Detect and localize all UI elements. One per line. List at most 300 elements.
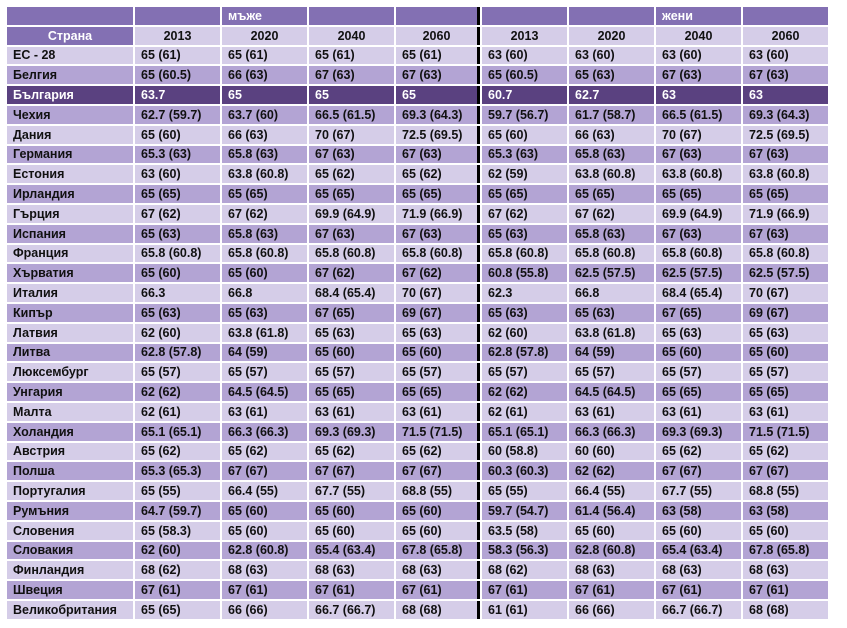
value-cell: 65.8 (60.8) (743, 245, 828, 263)
value-cell: 65 (309, 86, 394, 104)
value-cell: 62 (60) (135, 324, 220, 342)
value-cell: 69.9 (64.9) (656, 205, 741, 223)
value-cell: 71.9 (66.9) (396, 205, 480, 223)
value-cell: 65.1 (65.1) (135, 423, 220, 441)
country-cell: България (7, 86, 133, 104)
table-row (7, 542, 828, 560)
table-row (7, 245, 828, 263)
table-row (7, 284, 828, 302)
value-cell: 65 (65) (656, 185, 741, 203)
table-row (7, 106, 828, 124)
value-cell: 72.5 (69.5) (396, 126, 480, 144)
value-cell: 63 (61) (222, 403, 307, 421)
value-cell: 67 (67) (309, 462, 394, 480)
value-cell: 63 (60) (743, 47, 828, 65)
value-cell: 67 (61) (309, 581, 394, 599)
value-cell: 63 (743, 86, 828, 104)
value-cell: 62.3 (482, 284, 567, 302)
value-cell: 69 (67) (396, 304, 480, 322)
value-cell: 67 (61) (743, 581, 828, 599)
value-cell: 65 (62) (309, 443, 394, 461)
value-cell: 62.5 (57.5) (743, 264, 828, 282)
value-cell: 70 (67) (656, 126, 741, 144)
value-cell: 65 (396, 86, 480, 104)
value-cell: 62 (62) (135, 383, 220, 401)
value-cell: 67 (67) (656, 462, 741, 480)
country-cell: Италия (7, 284, 133, 302)
value-cell: 65.4 (63.4) (656, 542, 741, 560)
value-cell: 65.8 (60.8) (309, 245, 394, 263)
value-cell: 63.8 (60.8) (569, 165, 654, 183)
value-cell: 62 (61) (482, 403, 567, 421)
value-cell: 62.8 (60.8) (569, 542, 654, 560)
table-row (7, 304, 828, 322)
value-cell: 60 (60) (569, 443, 654, 461)
group-header-row (7, 7, 828, 25)
header-corner-cell (7, 7, 133, 25)
value-cell: 67 (63) (396, 225, 480, 243)
value-cell: 66 (63) (222, 126, 307, 144)
value-cell: 65 (65) (482, 185, 567, 203)
table-row (7, 581, 828, 599)
value-cell: 66.5 (61.5) (309, 106, 394, 124)
value-cell: 60 (58.8) (482, 443, 567, 461)
value-cell: 68.4 (65.4) (309, 284, 394, 302)
table-row (7, 264, 828, 282)
value-cell: 65 (60) (135, 126, 220, 144)
value-cell: 67 (62) (396, 264, 480, 282)
value-cell: 69.3 (64.3) (396, 106, 480, 124)
value-cell: 63.7 (135, 86, 220, 104)
year-header: 2013 (135, 27, 220, 45)
value-cell: 65.8 (60.8) (569, 245, 654, 263)
value-cell: 70 (67) (309, 126, 394, 144)
value-cell: 65 (61) (135, 47, 220, 65)
value-cell: 68 (63) (656, 561, 741, 579)
value-cell: 65.3 (65.3) (135, 462, 220, 480)
value-cell: 65.8 (60.8) (396, 245, 480, 263)
country-cell: Естония (7, 165, 133, 183)
value-cell: 63 (60) (482, 47, 567, 65)
year-header: 2060 (743, 27, 828, 45)
value-cell: 65 (65) (743, 185, 828, 203)
value-cell: 63 (61) (743, 403, 828, 421)
value-cell: 65 (60) (569, 522, 654, 540)
header-blank-cell (569, 7, 654, 25)
table-row (7, 482, 828, 500)
value-cell: 65 (60) (656, 344, 741, 362)
value-cell: 65 (65) (656, 383, 741, 401)
value-cell: 65 (65) (396, 185, 480, 203)
value-cell: 65 (63) (396, 324, 480, 342)
value-cell: 67 (65) (309, 304, 394, 322)
country-cell: Финландия (7, 561, 133, 579)
value-cell: 65 (65) (396, 383, 480, 401)
value-cell: 68 (63) (222, 561, 307, 579)
value-cell: 68.8 (55) (396, 482, 480, 500)
table-row (7, 601, 828, 619)
value-cell: 62 (62) (482, 383, 567, 401)
country-cell: Словения (7, 522, 133, 540)
country-cell: Франция (7, 245, 133, 263)
table-row (7, 363, 828, 381)
table-row (7, 205, 828, 223)
value-cell: 67 (63) (656, 146, 741, 164)
value-cell: 65 (63) (569, 66, 654, 84)
value-cell: 66.7 (66.7) (656, 601, 741, 619)
year-header: 2013 (482, 27, 567, 45)
value-cell: 63 (60) (569, 47, 654, 65)
value-cell: 65 (60) (482, 126, 567, 144)
value-cell: 65.8 (63) (569, 225, 654, 243)
value-cell: 70 (67) (396, 284, 480, 302)
country-cell: Швеция (7, 581, 133, 599)
value-cell: 69.9 (64.9) (309, 205, 394, 223)
value-cell: 66.4 (55) (222, 482, 307, 500)
value-cell: 61.4 (56.4) (569, 502, 654, 520)
value-cell: 63.8 (61.8) (222, 324, 307, 342)
value-cell: 67 (63) (396, 66, 480, 84)
value-cell: 62 (61) (135, 403, 220, 421)
country-cell: Холандия (7, 423, 133, 441)
value-cell: 62.7 (59.7) (135, 106, 220, 124)
value-cell: 67 (61) (135, 581, 220, 599)
value-cell: 65 (57) (222, 363, 307, 381)
value-cell: 68 (62) (135, 561, 220, 579)
value-cell: 65 (63) (482, 304, 567, 322)
value-cell: 71.5 (71.5) (396, 423, 480, 441)
value-cell: 63.8 (60.8) (222, 165, 307, 183)
country-cell: Малта (7, 403, 133, 421)
value-cell: 67.8 (65.8) (396, 542, 480, 560)
value-cell: 67 (62) (482, 205, 567, 223)
header-blank-cell (482, 7, 567, 25)
year-header: 2020 (222, 27, 307, 45)
value-cell: 66.8 (222, 284, 307, 302)
country-cell: Хърватия (7, 264, 133, 282)
table-row (7, 66, 828, 84)
table-row (7, 462, 828, 480)
table-row (7, 403, 828, 421)
value-cell: 66.3 (135, 284, 220, 302)
value-cell: 64.7 (59.7) (135, 502, 220, 520)
value-cell: 65 (60) (222, 502, 307, 520)
value-cell: 71.5 (71.5) (743, 423, 828, 441)
value-cell: 68 (63) (396, 561, 480, 579)
table-row (7, 324, 828, 342)
value-cell: 61.7 (58.7) (569, 106, 654, 124)
value-cell: 65 (65) (222, 185, 307, 203)
value-cell: 64.5 (64.5) (222, 383, 307, 401)
value-cell: 65 (60) (396, 522, 480, 540)
value-cell: 65 (63) (309, 324, 394, 342)
value-cell: 66 (63) (569, 126, 654, 144)
value-cell: 65 (222, 86, 307, 104)
value-cell: 62.5 (57.5) (569, 264, 654, 282)
country-cell: Латвия (7, 324, 133, 342)
year-header: 2040 (309, 27, 394, 45)
value-cell: 65 (57) (135, 363, 220, 381)
value-cell: 63.8 (60.8) (743, 165, 828, 183)
value-cell: 70 (67) (743, 284, 828, 302)
value-cell: 66.7 (66.7) (309, 601, 394, 619)
value-cell: 62 (62) (569, 462, 654, 480)
value-cell: 66.3 (66.3) (222, 423, 307, 441)
value-cell: 66 (63) (222, 66, 307, 84)
value-cell: 65 (60) (743, 344, 828, 362)
value-cell: 65.8 (63) (222, 146, 307, 164)
value-cell: 65 (62) (309, 165, 394, 183)
value-cell: 66.8 (569, 284, 654, 302)
value-cell: 65 (62) (222, 443, 307, 461)
year-header: 2060 (396, 27, 480, 45)
value-cell: 65 (65) (135, 601, 220, 619)
country-column-header: Страна (7, 27, 133, 45)
value-cell: 67 (67) (396, 462, 480, 480)
value-cell: 63 (656, 86, 741, 104)
value-cell: 65 (60) (222, 264, 307, 282)
table-row (7, 225, 828, 243)
value-cell: 65 (60) (656, 522, 741, 540)
table-row (7, 185, 828, 203)
value-cell: 67 (61) (482, 581, 567, 599)
header-blank-cell (135, 7, 220, 25)
country-cell: Гърция (7, 205, 133, 223)
country-cell: Словакия (7, 542, 133, 560)
value-cell: 65 (60.5) (135, 66, 220, 84)
value-cell: 63.7 (60) (222, 106, 307, 124)
value-cell: 65 (57) (569, 363, 654, 381)
value-cell: 72.5 (69.5) (743, 126, 828, 144)
table-row (7, 522, 828, 540)
value-cell: 60.7 (482, 86, 567, 104)
value-cell: 67.7 (55) (656, 482, 741, 500)
value-cell: 62 (60) (482, 324, 567, 342)
value-cell: 62 (60) (135, 542, 220, 560)
value-cell: 63 (61) (569, 403, 654, 421)
value-cell: 65 (63) (656, 324, 741, 342)
value-cell: 65.1 (65.1) (482, 423, 567, 441)
value-cell: 65 (62) (135, 443, 220, 461)
country-cell: Румъния (7, 502, 133, 520)
value-cell: 67 (63) (309, 225, 394, 243)
value-cell: 67 (62) (135, 205, 220, 223)
table-row (7, 443, 828, 461)
value-cell: 68 (63) (309, 561, 394, 579)
value-cell: 60.8 (55.8) (482, 264, 567, 282)
table-row (7, 423, 828, 441)
value-cell: 67 (63) (309, 146, 394, 164)
country-cell: Великобритания (7, 601, 133, 619)
value-cell: 65 (63) (135, 304, 220, 322)
value-cell: 63.5 (58) (482, 522, 567, 540)
value-cell: 65 (62) (396, 443, 480, 461)
value-cell: 65 (65) (569, 185, 654, 203)
value-cell: 63 (61) (396, 403, 480, 421)
value-cell: 65 (62) (743, 443, 828, 461)
value-cell: 65 (65) (743, 383, 828, 401)
value-cell: 69.3 (64.3) (743, 106, 828, 124)
value-cell: 66 (66) (222, 601, 307, 619)
value-cell: 65 (61) (309, 47, 394, 65)
value-cell: 64 (59) (569, 344, 654, 362)
value-cell: 67.8 (65.8) (743, 542, 828, 560)
country-cell: Ирландия (7, 185, 133, 203)
value-cell: 62.5 (57.5) (656, 264, 741, 282)
value-cell: 62 (59) (482, 165, 567, 183)
value-cell: 67 (63) (656, 66, 741, 84)
men-header: мъже (222, 7, 307, 25)
value-cell: 65 (62) (656, 443, 741, 461)
value-cell: 63 (60) (135, 165, 220, 183)
country-cell: Австрия (7, 443, 133, 461)
value-cell: 62.8 (60.8) (222, 542, 307, 560)
value-cell: 67 (63) (656, 225, 741, 243)
women-header: жени (656, 7, 741, 25)
header-blank-cell (396, 7, 480, 25)
value-cell: 66.3 (66.3) (569, 423, 654, 441)
country-cell: Полша (7, 462, 133, 480)
value-cell: 65 (60) (309, 502, 394, 520)
year-header-row (7, 27, 828, 45)
value-cell: 65 (60) (743, 522, 828, 540)
value-cell: 65 (63) (135, 225, 220, 243)
value-cell: 67 (62) (569, 205, 654, 223)
value-cell: 63.8 (60.8) (656, 165, 741, 183)
country-cell: Литва (7, 344, 133, 362)
value-cell: 67 (63) (743, 225, 828, 243)
value-cell: 69.3 (69.3) (656, 423, 741, 441)
value-cell: 65.3 (63) (135, 146, 220, 164)
value-cell: 66.4 (55) (569, 482, 654, 500)
value-cell: 67 (61) (569, 581, 654, 599)
table-row (7, 86, 828, 104)
value-cell: 68 (62) (482, 561, 567, 579)
table-row (7, 47, 828, 65)
country-cell: Унгария (7, 383, 133, 401)
value-cell: 58.3 (56.3) (482, 542, 567, 560)
value-cell: 65 (61) (222, 47, 307, 65)
country-cell: Германия (7, 146, 133, 164)
header-blank-cell (743, 7, 828, 25)
value-cell: 65.8 (63) (222, 225, 307, 243)
value-cell: 67 (67) (743, 462, 828, 480)
table-row (7, 344, 828, 362)
value-cell: 66.5 (61.5) (656, 106, 741, 124)
value-cell: 65 (57) (396, 363, 480, 381)
country-cell: Испания (7, 225, 133, 243)
value-cell: 61 (61) (482, 601, 567, 619)
value-cell: 65 (60.5) (482, 66, 567, 84)
value-cell: 62.7 (569, 86, 654, 104)
value-cell: 67 (62) (309, 264, 394, 282)
value-cell: 65.8 (60.8) (222, 245, 307, 263)
value-cell: 65.8 (60.8) (135, 245, 220, 263)
value-cell: 65.4 (63.4) (309, 542, 394, 560)
value-cell: 65 (57) (309, 363, 394, 381)
country-cell: Кипър (7, 304, 133, 322)
value-cell: 67 (67) (222, 462, 307, 480)
value-cell: 63 (61) (309, 403, 394, 421)
value-cell: 67 (61) (396, 581, 480, 599)
value-cell: 68 (63) (743, 561, 828, 579)
value-cell: 65 (63) (222, 304, 307, 322)
value-cell: 67 (63) (743, 66, 828, 84)
value-cell: 65 (65) (309, 383, 394, 401)
country-cell: ЕС - 28 (7, 47, 133, 65)
year-header: 2040 (656, 27, 741, 45)
country-cell: Португалия (7, 482, 133, 500)
value-cell: 65 (60) (309, 344, 394, 362)
value-cell: 59.7 (56.7) (482, 106, 567, 124)
value-cell: 65 (55) (135, 482, 220, 500)
value-cell: 68.4 (65.4) (656, 284, 741, 302)
value-cell: 63 (61) (656, 403, 741, 421)
table-row (7, 383, 828, 401)
value-cell: 65.8 (63) (569, 146, 654, 164)
value-cell: 62.8 (57.8) (135, 344, 220, 362)
value-cell: 65 (63) (743, 324, 828, 342)
value-cell: 65 (60) (396, 344, 480, 362)
value-cell: 59.7 (54.7) (482, 502, 567, 520)
value-cell: 65.8 (60.8) (656, 245, 741, 263)
value-cell: 71.9 (66.9) (743, 205, 828, 223)
value-cell: 65 (62) (396, 165, 480, 183)
value-cell: 65 (57) (482, 363, 567, 381)
country-cell: Люксембург (7, 363, 133, 381)
year-header: 2020 (569, 27, 654, 45)
value-cell: 65 (63) (569, 304, 654, 322)
table-row (7, 126, 828, 144)
value-cell: 63 (60) (656, 47, 741, 65)
value-cell: 65 (60) (309, 522, 394, 540)
value-cell: 63 (58) (656, 502, 741, 520)
value-cell: 65 (57) (743, 363, 828, 381)
value-cell: 68 (63) (569, 561, 654, 579)
value-cell: 67 (61) (656, 581, 741, 599)
value-cell: 65.8 (60.8) (482, 245, 567, 263)
value-cell: 68 (68) (396, 601, 480, 619)
value-cell: 64.5 (64.5) (569, 383, 654, 401)
value-cell: 63.8 (61.8) (569, 324, 654, 342)
table-row (7, 165, 828, 183)
table-row (7, 502, 828, 520)
table-row (7, 561, 828, 579)
value-cell: 65 (65) (309, 185, 394, 203)
value-cell: 67 (63) (309, 66, 394, 84)
value-cell: 68 (68) (743, 601, 828, 619)
value-cell: 67 (61) (222, 581, 307, 599)
value-cell: 67 (63) (396, 146, 480, 164)
value-cell: 67 (62) (222, 205, 307, 223)
value-cell: 65 (57) (656, 363, 741, 381)
value-cell: 67 (65) (656, 304, 741, 322)
value-cell: 65 (60) (396, 502, 480, 520)
value-cell: 67.7 (55) (309, 482, 394, 500)
value-cell: 65 (63) (482, 225, 567, 243)
value-cell: 65 (55) (482, 482, 567, 500)
table-row (7, 146, 828, 164)
value-cell: 63 (58) (743, 502, 828, 520)
value-cell: 65 (58.3) (135, 522, 220, 540)
value-cell: 68.8 (55) (743, 482, 828, 500)
country-cell: Чехия (7, 106, 133, 124)
value-cell: 65 (60) (222, 522, 307, 540)
value-cell: 65 (65) (135, 185, 220, 203)
value-cell: 65.3 (63) (482, 146, 567, 164)
value-cell: 65 (60) (135, 264, 220, 282)
value-cell: 64 (59) (222, 344, 307, 362)
